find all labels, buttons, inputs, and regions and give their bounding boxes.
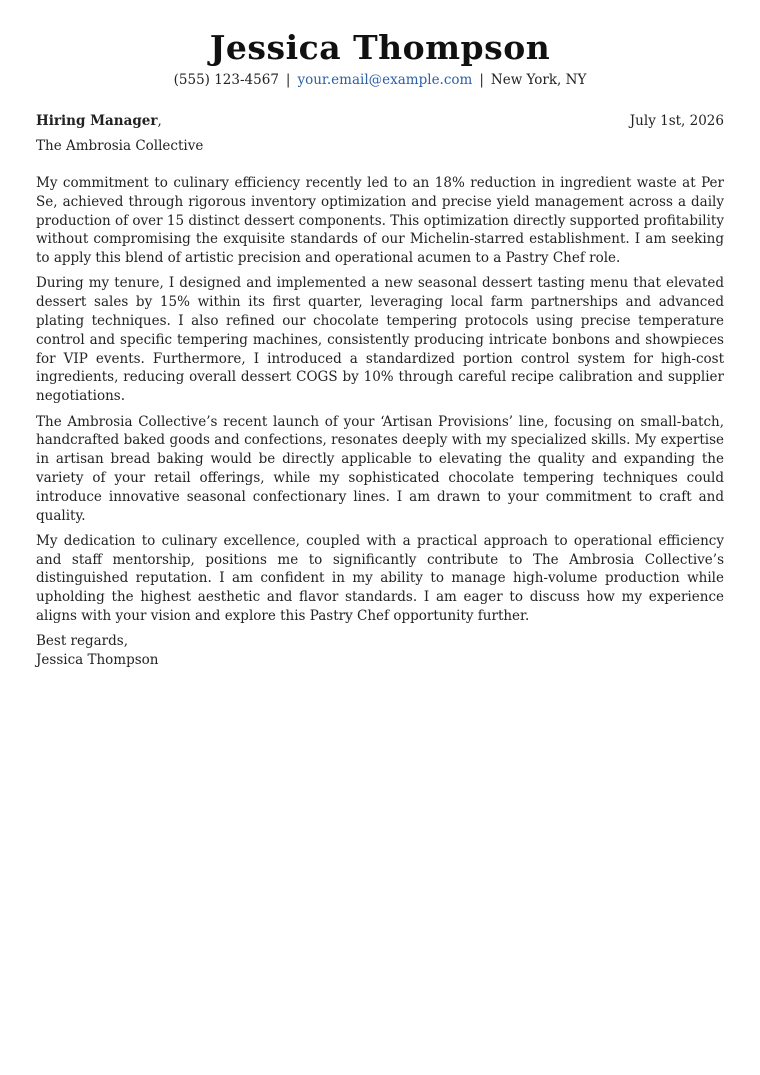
body-paragraph: My dedication to culinary excellence, coupled with a practical approach to operational efficiency and staff mentorship, positions me to significantly contribute to The Ambrosia Collective’s distinguished reputation. I am confident in my ability to manage high-volume production while upholding the highest aesthetic and flavor standards. I am eager to discuss how my experience aligns with your vision and explore this Pastry Chef opportunity further. bbox=[36, 532, 724, 625]
contact-separator: | bbox=[479, 72, 484, 88]
contact-line bbox=[36, 70, 724, 90]
body-paragraph: My commitment to culinary efficiency recently led to an 18% reduction in ingredient waste at Per Se, achieved through rigorous inventory optimization and precise yield management across a daily production of over 15 distinct dessert components. This optimization directly supported profitability without compromising the exquisite standards of our Michelin-starred establishment. I am seeking to apply this blend of artistic precision and operational acumen to a Pastry Chef role. bbox=[36, 175, 724, 267]
recipient-greeting bbox=[36, 111, 162, 131]
recipient-title: Hiring Manager bbox=[36, 113, 158, 129]
recipient-title-suffix: , bbox=[157, 113, 162, 129]
phone-number: (555) 123-4567 bbox=[173, 72, 279, 88]
closing-signature: Jessica Thompson bbox=[36, 652, 159, 669]
closing-salutation: Best regards, bbox=[36, 633, 129, 650]
contact-separator: | bbox=[285, 72, 291, 88]
letter-date: July 1st, 2026 bbox=[629, 113, 724, 129]
letter-body bbox=[36, 174, 724, 626]
recipient-company: The Ambrosia Collective bbox=[36, 138, 204, 154]
email-link[interactable]: your.email@example.com bbox=[297, 72, 473, 88]
applicant-name: Jessica Thompson bbox=[209, 28, 551, 67]
body-paragraph: The Ambrosia Collective’s recent launch of your ‘Artisan Provisions’ line, focusing on small-batch, handcrafted baked goods and confections, resonates deeply with my specialized skills. My expertise in artisan bread baking would be directly applicable to elevating the quality and expanding the variety of your retail offerings, while my sophisticated chocolate tempering techniques could introduce innovative seasonal confectionary lines. I am drawn to your commitment to craft and quality. bbox=[36, 413, 724, 524]
letter-closing bbox=[36, 632, 724, 670]
recipient-row bbox=[36, 111, 724, 131]
body-paragraph: During my tenure, I designed and implemented a new seasonal dessert tasting menu that elevated dessert sales by 15% within its first quarter, leveraging local farm partnerships and advanced plating techniques. I also refined our chocolate tempering protocols using precise temperature control and specific tempering machines, consistently producing intricate bonbons and showpieces for VIP events. Furthermore, I introduced a standardized portion control system for high-cost ingredients, reducing overall dessert COGS by 10% through careful recipe calibration and supplier negotiations. bbox=[36, 275, 724, 405]
location: New York, NY bbox=[490, 72, 587, 88]
